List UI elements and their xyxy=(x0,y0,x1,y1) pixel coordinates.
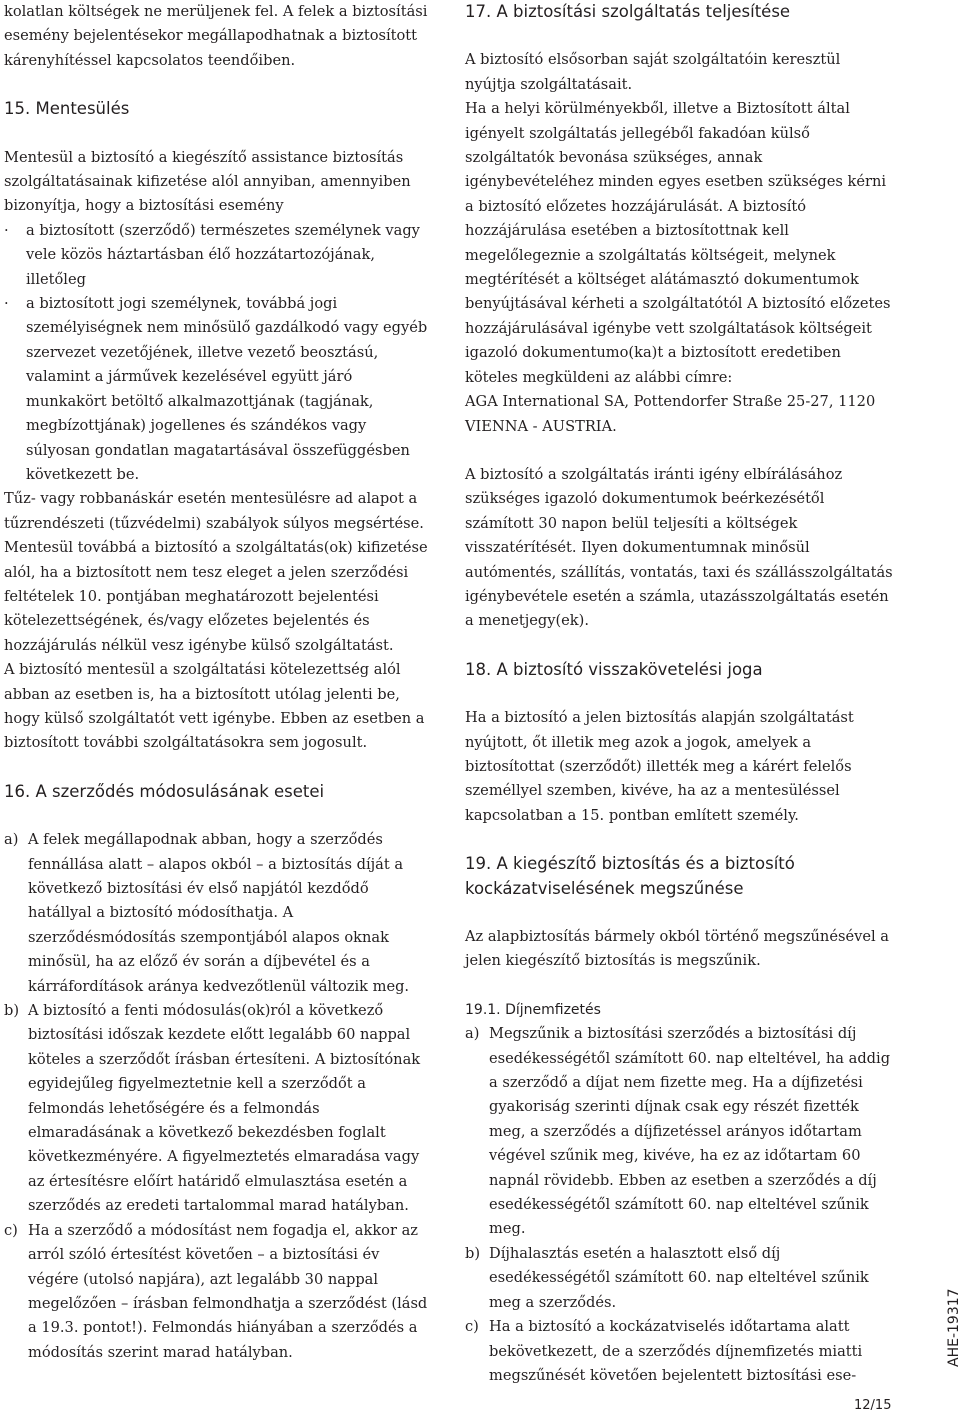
list-item xyxy=(465,1242,893,1315)
paragraph: kolatlan költségek ne merüljenek fel. A felek a biztosítási esemény bejelentésekor megállapodhatnak a biztosított kárenyhítéssel kapcsolatos teendőiben. xyxy=(4,3,428,69)
section-17-title: 17. A biztosítási szolgáltatás teljesítése xyxy=(465,2,791,21)
address-line: VIENNA - AUSTRIA. xyxy=(465,417,617,435)
section-19-title-line-2: kockázatviselésének megszűnése xyxy=(465,878,744,898)
list-item-text: Díjhalasztás esetén a halasztott első díj esedékességétől számított 60. nap elteltével szűnik meg a szerződés. xyxy=(489,1244,869,1311)
paragraph: Ha a helyi körülményekből, illetve a Biztosított által igényelt szolgáltatás jellegéből fakadóan külső szolgáltatók bevonása szükséges, annak igénybevételéhez minden egyes esetben szükséges kérni a biztosító előzetes hozzájárulását. A biztosító hozzájárulása esetében a biztosítottnak kell megelőlegeznie a szolgáltatás költségeit, melynek megtérítését a költséget alátámasztó dokumentumok benyújtásával kérheti a szolgáltatótól A biztosító előzetes hozzájárulásával igénybe vett szolgáltatások költségeit igazoló dokumentumo(ka)t a biztosított eredetiben köteles megküldeni az alábbi címre: xyxy=(465,100,891,386)
list-item-text: a biztosított jogi személynek, továbbá jogi személyiségnek nem minősülő gazdálkodó vagy egyéb szervezet vezetőjének, illetve vezető beosztású, valamint a járművek kezelésével együtt járó munkakört betöltő alkalmazottjának (tagjának, megbízottjának) jogellenes és szándékos vagy súlyosan gondatlan magatartásával összefüggésben következett be. xyxy=(26,295,428,483)
paragraph: Tűz- vagy robbanáskár esetén mentesülésre ad alapot a tűzrendészeti (tűzvédelmi) szabályok súlyos megsértése. xyxy=(4,490,424,532)
section-19-title-line-1: 19. A kiegészítő biztosítás és a biztosító xyxy=(465,854,795,874)
list-item-text: a biztosított (szerződő) természetes személynek vagy vele közös háztartásban élő hozzátartozójának, illetőleg xyxy=(26,221,420,288)
section-15-title: 15. Mentesülés xyxy=(4,99,130,119)
paragraph: A biztosító elsősorban saját szolgáltatóin keresztül nyújtja szolgáltatásait. xyxy=(465,51,841,93)
list-item xyxy=(4,292,430,487)
list-item-text: Megszűnik a biztosítási szerződés a biztosítási díj esedékességétől számított 60. nap elteltével, ha addig a szerződő a díjat nem fizette meg. Ha a díjfizetési gyakoriság szerinti díjnak csak egy részét fizették meg, a szerződés a díjfizetéssel arányos időtartam végével szűnik meg, kivéve, ha ez az időtartam 60 napnál rövidebb. Ebben az esetben a szerződés a díj esedékességétől számított 60. nap elteltével szűnik meg. xyxy=(489,1025,891,1238)
paragraph: Mentesül továbbá a biztosító a szolgáltatás(ok) kifizetése alól, ha a biztosított nem tesz eleget a jelen szerződési feltételek 10. pontjában meghatározott bejelentési kötelezettségének, és/vagy előzetes bejelentés és hozzájárulás nélkül vesz igénybe külső szolgáltatást. xyxy=(4,539,428,654)
list-item-text: Ha a biztosító a kockázatviselés időtartama alatt bekövetkezett, de a szerződés díjnemfizetés miatti megszűnését követően bejelentett biztosítási ese- xyxy=(489,1318,863,1384)
list-item xyxy=(465,1022,893,1242)
list-item-text: A biztosító a fenti módosulás(ok)ról a következő biztosítási időszak kezdete előtt legalább 60 nappal köteles a szerződőt írásban értesíteni. A biztosítónak egyidejűleg figyelmeztetnie kell a szerződőt a felmondás lehetőségére és a felmondás elmaradásának a következő bekezdésben foglalt következményére. A figyelmeztetés elmaradása vagy az értesítésre előírt határidő elmulasztása esetén a szerződés az eredeti tartalommal marad hatályban. xyxy=(28,1002,421,1215)
list-item xyxy=(465,1315,893,1388)
left-column xyxy=(4,0,430,1365)
list-item xyxy=(4,219,430,292)
list-marker: c) xyxy=(4,1221,18,1239)
list-item xyxy=(4,999,430,1219)
bullet-marker: · xyxy=(4,221,9,239)
paragraph: A biztosító a szolgáltatás iránti igény elbírálásához szükséges igazoló dokumentumok beérkezésétől számított 30 napon belül teljesíti a költségek visszatérítését. Ilyen dokumentumnak minősül autómentés, szállítás, vontatás, taxi és szállásszolgáltatás igénybevétele esetén a számla, utazásszolgáltatás esetén a menetjegy(ek). xyxy=(465,465,893,630)
list-item xyxy=(4,828,430,999)
document-code: AHE-19317 xyxy=(946,1288,962,1367)
right-column xyxy=(465,0,893,1388)
list-marker: b) xyxy=(465,1244,481,1262)
subsection-19-1-title: 19.1. Díjnemfizetés xyxy=(465,1001,601,1018)
paragraph: Az alapbiztosítás bármely okból történő megszűnésével a jelen kiegészítő biztosítás is megszűnik. xyxy=(465,928,889,970)
address-line: AGA International SA, Pottendorfer Straße 25-27, 1120 xyxy=(465,393,876,411)
list-marker: c) xyxy=(465,1318,479,1336)
list-item-text: A felek megállapodnak abban, hogy a szerződés fennállása alatt – alapos okból – a biztosítás díját a következő biztosítási év első napjától kezdődő hatállyal a biztosító módosíthatja. A szerződésmódosítás szempontjából alapos oknak minősül, ha az előző év során a díjbevétel és a kárráfordítások aránya kedvezőtlenül változik meg. xyxy=(28,831,410,995)
paragraph: A biztosító mentesül a szolgáltatási kötelezettség alól abban az esetben is, ha a biztosított utólag jelenti be, hogy külső szolgáltatót vett igénybe. Ebben az esetben a biztosított további szolgáltatásokra sem jogosult. xyxy=(4,661,425,752)
bullet-marker: · xyxy=(4,295,9,313)
page-number: 12/15 xyxy=(854,1398,892,1413)
paragraph: Ha a biztosító a jelen biztosítás alapján szolgáltatást nyújtott, őt illetik meg azok a jogok, amelyek a biztosítottat (szerződőt) illették meg a kárért felelős személlyel szemben, kivéve, ha az a mentesüléssel kapcsolatban a 15. pontban említett személy. xyxy=(465,709,854,824)
list-marker: a) xyxy=(4,831,19,849)
section-18-title: 18. A biztosító visszakövetelési joga xyxy=(465,659,763,679)
list-marker: a) xyxy=(465,1025,480,1043)
section-19-title xyxy=(465,852,893,901)
list-marker: b) xyxy=(4,1002,20,1020)
list-item-text: Ha a szerződő a módosítást nem fogadja el, akkor az arról szóló értesítést követően – a biztosítási év végére (utolsó napjára), azt legalább 30 nappal megelőzően – írásban felmondhatja a szerződést (lásd a 19.3. pontot!). Felmondás hiányában a szerződés a módosítás szerint marad hatályban. xyxy=(28,1221,428,1361)
paragraph: Mentesül a biztosító a kiegészítő assistance biztosítás szolgáltatásainak kifizetése alól annyiban, amennyiben bizonyítja, hogy a biztosítási esemény xyxy=(4,148,411,215)
section-16-title: 16. A szerződés módosulásának esetei xyxy=(4,781,325,801)
list-item xyxy=(4,1219,430,1365)
